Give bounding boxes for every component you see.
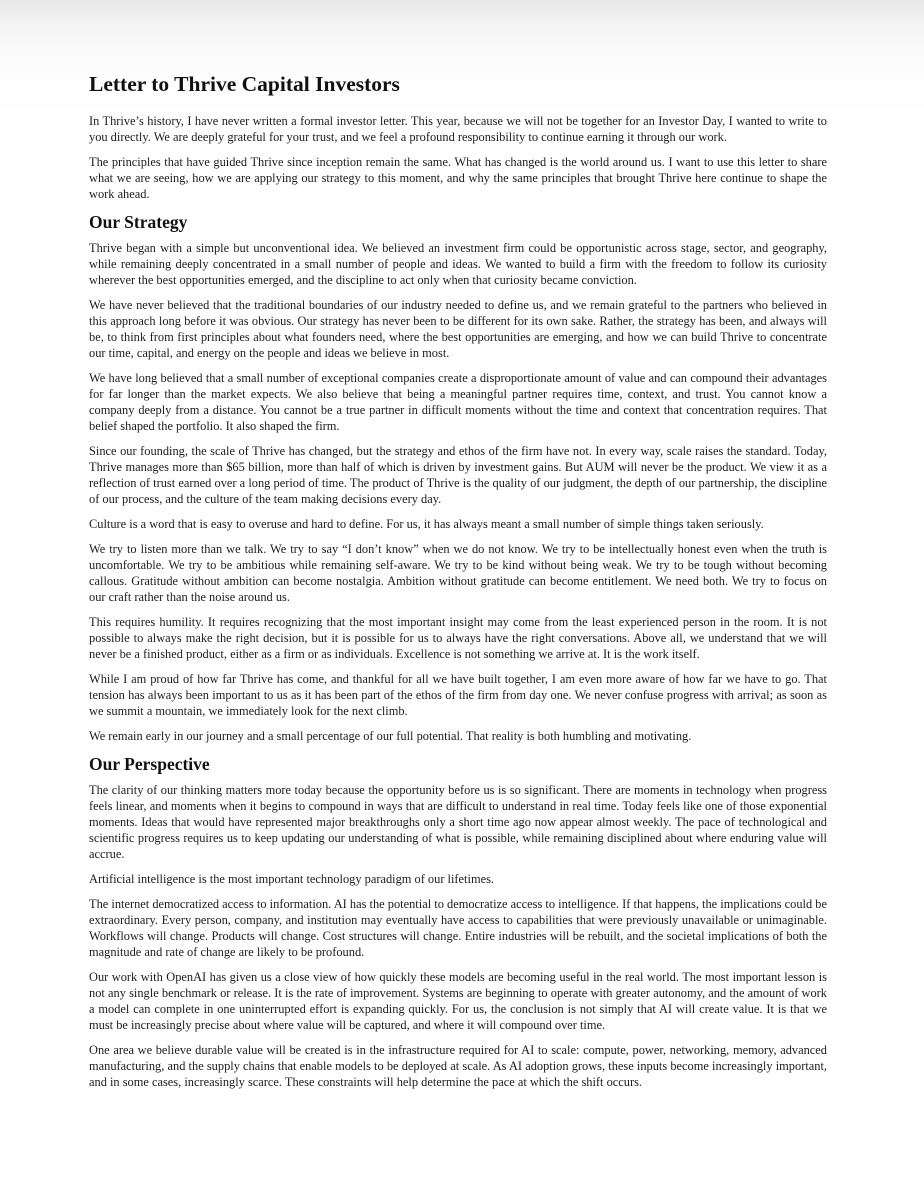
section-heading: Our Perspective — [89, 754, 210, 774]
body-paragraph: Thrive began with a simple but unconventional idea. We believed an investment firm could be opportunistic across stage, sector, and geography, while remaining deeply concentrated in a small number of people and ideas. We wanted to build a firm with the freedom to follow its curiosity wherever the best opportunities emerged, and the discipline to act only when that curiosity became conviction. — [89, 241, 827, 287]
body-paragraph: We remain early in our journey and a small percentage of our full potential. That reality is both humbling and motivating. — [89, 729, 692, 743]
body-paragraph: While I am proud of how far Thrive has come, and thankful for all we have built together, I am even more aware of how far we have to go. That tension has always been important to us as it has been part of the ethos of the firm from day one. We never confuse progress with arrival; as soon as we summit a mountain, we immediately look for the next climb. — [89, 672, 827, 718]
body-paragraph: Our work with OpenAI has given us a close view of how quickly these models are becoming useful in the real world. The most important lesson is not any single benchmark or release. It is the rate of improvement. Systems are beginning to operate with greater autonomy, and the amount of work a model can complete in one uninterrupted effort is expanding quickly. For us, the conclusion is not simply that AI will create value. It is that we must be increasingly precise about where value will be captured, and where it will compound over time. — [89, 970, 827, 1032]
body-paragraph: We have never believed that the traditional boundaries of our industry needed to define us, and we remain grateful to the partners who believed in this approach long before it was obvious. Our strategy has never been to be different for its own sake. Rather, the strategy has been, and always will be, to think from first principles about what founders need, where the best opportunities are emerging, and how we can build Thrive to concentrate our time, capital, and energy on the people and ideas we believe in most. — [89, 298, 827, 360]
section-heading: Our Strategy — [89, 212, 188, 232]
intro-paragraph: The principles that have guided Thrive since inception remain the same. What has changed is the world around us. I want to use this letter to share what we are seeing, how we are applying our strategy to this moment, and why the same principles that brought Thrive here continue to shape the work ahead. — [89, 155, 827, 201]
body-paragraph: One area we believe durable value will be created is in the infrastructure required for AI to scale: compute, power, networking, memory, advanced manufacturing, and the supply chains that enable models to be deployed at scale. As AI adoption grows, these inputs become increasingly important, and in some cases, increasingly scarce. These constraints will help determine the pace at which the shift occurs. — [89, 1043, 827, 1089]
body-paragraph: This requires humility. It requires recognizing that the most important insight may come from the least experienced person in the room. It is not possible to always make the right decision, but it is possible for us to always have the right conversations. Above all, we understand that we will never be a finished product, either as a firm or as individuals. Excellence is not something we arrive at. It is the work itself. — [89, 615, 827, 661]
letter-page — [89, 70, 827, 1099]
intro-paragraph: In Thrive’s history, I have never written a formal investor letter. This year, because we will not be together for an Investor Day, I wanted to write to you directly. We are deeply grateful for your trust, and we feel a profound responsibility to continue earning it through our work. — [89, 114, 827, 144]
body-paragraph: The internet democratized access to information. AI has the potential to democratize access to intelligence. If that happens, the implications could be extraordinary. Every person, company, and institution may eventually have access to capabilities that were previously unavailable or unimaginable. Workflows will change. Products will change. Cost structures will change. Entire industries will be rebuilt, and the societal implications of both the magnitude and rate of change are likely to be profound. — [89, 897, 827, 959]
letter-title: Letter to Thrive Capital Investors — [89, 72, 400, 96]
body-paragraph: We try to listen more than we talk. We try to say “I don’t know” when we do not know. We try to be intellectually honest even when the truth is uncomfortable. We try to be ambitious while remaining self-aware. We try to be kind without being weak. We try to be tough without becoming callous. Gratitude without ambition can become nostalgia. Ambition without gratitude can become entitlement. We need both. We try to focus on our craft rather than the noise around us. — [89, 542, 827, 604]
body-paragraph: Culture is a word that is easy to overuse and hard to define. For us, it has always meant a small number of simple things taken seriously. — [89, 517, 764, 531]
section-our-strategy — [89, 211, 827, 744]
body-paragraph: Artificial intelligence is the most important technology paradigm of our lifetimes. — [89, 872, 495, 886]
body-paragraph: The clarity of our thinking matters more today because the opportunity before us is so significant. There are moments in technology when progress feels linear, and moments when it begins to compound in ways that are difficult to understand in real time. Today feels like one of those exponential moments. Ideas that would have represented major breakthroughs only a short time ago now appear almost weekly. The pace of technological and scientific progress requires us to keep updating our understanding of what is possible, while remaining disciplined about where enduring value will accrue. — [89, 783, 827, 861]
body-paragraph: Since our founding, the scale of Thrive has changed, but the strategy and ethos of the firm have not. In every way, scale raises the standard. Today, Thrive manages more than $65 billion, more than half of which is driven by investment gains. But AUM will never be the product. We view it as a reflection of trust earned over a long period of time. The product of Thrive is the quality of our judgment, the depth of our partnership, the discipline of our process, and the culture of the team making decisions every day. — [89, 444, 827, 506]
body-paragraph: We have long believed that a small number of exceptional companies create a disproportionate amount of value and can compound their advantages for far longer than the market expects. We also believe that being a meaningful partner requires time, context, and trust. You cannot know a company deeply from a distance. You cannot be a true partner in difficult moments without the time and context that concentration requires. That belief shaped the portfolio. It also shaped the firm. — [89, 371, 827, 433]
section-our-perspective — [89, 753, 827, 1090]
